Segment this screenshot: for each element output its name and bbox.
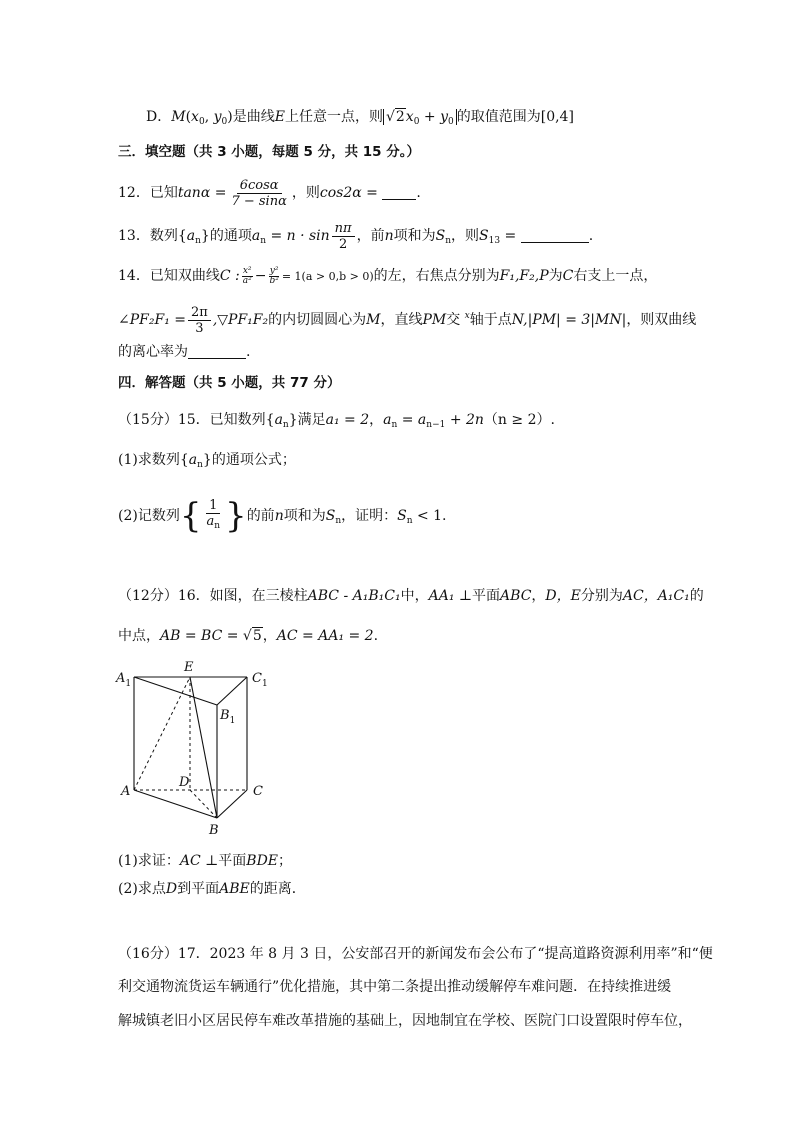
text: 的内切圆圆心为 <box>268 312 367 328</box>
text: 的 <box>689 588 704 604</box>
text: 的取值范围为 <box>456 109 541 125</box>
section-3-title: 三．填空题（共 3 小题，每题 5 分，共 15 分。） <box>118 144 421 160</box>
x-axis-var: x <box>464 311 470 321</box>
reciprocal-fraction: $\frac{1}{a_n}$ <box>206 498 221 531</box>
segments: AC，A₁C₁ <box>622 588 690 604</box>
angle-fraction <box>188 305 211 336</box>
x0-var: x <box>191 109 199 125</box>
subscript: n−1 <box>426 420 446 430</box>
text: 中点， <box>118 628 160 644</box>
text: 项和为 <box>283 508 326 524</box>
question-12 <box>118 177 421 209</box>
question-17-line2: 利交通物流货运车辆通行”优化措施，其中第二条提出推动缓解停车难问题．在持续推进缓 <box>118 979 672 995</box>
text: . <box>442 508 447 524</box>
text: 满足 <box>297 412 326 428</box>
text: ，则 <box>451 228 480 244</box>
text: 的离心率为 <box>118 344 188 360</box>
q15-prefix: （15分）15．已知数列 <box>118 412 266 428</box>
text: . <box>588 228 594 244</box>
fraction-denominator: 7 − sinα <box>231 193 287 209</box>
subscript: 0 <box>448 117 454 127</box>
y0-var: y <box>213 109 222 125</box>
text: 平面 <box>218 853 247 869</box>
recurrence: a <box>383 412 392 428</box>
label-c1: $C_1$ <box>252 671 268 689</box>
text: 右支上一点， <box>573 268 658 284</box>
segment-eb <box>190 677 217 818</box>
section-4-title: 四．解答题（共 5 小题，共 77 分） <box>118 375 341 391</box>
inequality: < 1 <box>416 508 443 524</box>
point-n: N, <box>511 312 528 328</box>
subscript: 13 <box>488 236 501 246</box>
q14-condition: = 1(a > 0,b > 0) <box>281 270 374 283</box>
text: 为 <box>548 268 563 284</box>
text: ， <box>369 412 384 428</box>
fraction-denominator: b² <box>269 275 279 286</box>
text: 分别为 <box>580 588 623 604</box>
text: 的距离． <box>249 881 306 897</box>
text: ，直线 <box>380 312 423 328</box>
x0-var: x <box>405 109 414 125</box>
answer-blank <box>521 230 589 243</box>
equation: AC = AA₁ = 2 <box>276 628 374 644</box>
subscript: 0 <box>413 117 420 127</box>
text: 平面 <box>472 588 501 604</box>
text: ，则 <box>291 185 320 201</box>
edge-a1b1 <box>134 677 217 705</box>
q13-prefix: 13．数列 <box>118 228 178 244</box>
text: (2)记数列 <box>118 508 180 524</box>
q12-lhs: tanα = <box>177 185 227 201</box>
text: 到平面 <box>177 881 220 897</box>
recurrence: + 2n <box>449 412 484 428</box>
var-n: n <box>384 228 394 244</box>
text: ， <box>262 628 277 644</box>
point-d: D <box>165 881 178 897</box>
question-14-line2 <box>118 300 696 336</box>
option-label: D． <box>146 109 172 125</box>
range-value: [0,4] <box>540 109 574 125</box>
text: ，证明： <box>341 508 398 524</box>
subscript: 0 <box>221 117 228 127</box>
q14-equation: |PM| = 3|MN| <box>527 312 627 328</box>
q12-fraction <box>228 178 289 209</box>
text: . <box>246 344 251 360</box>
prism-name: ABC - A₁B₁C₁ <box>307 588 401 604</box>
plane-abe: ABE <box>219 881 250 897</box>
q12-rhs: cos2α = <box>319 185 378 201</box>
subscript: n <box>445 236 452 246</box>
curve-e: E <box>274 109 285 125</box>
q16-prefix: （12分）16．如图，在三棱柱 <box>118 588 308 604</box>
text: 交 <box>446 312 461 328</box>
initial-term: a₁ = 2 <box>325 412 370 428</box>
plane-abc: ABC <box>500 588 532 604</box>
line-pm: PM <box>422 312 447 328</box>
text: (1)求数列 <box>118 452 180 468</box>
edge-b1c1 <box>217 677 247 705</box>
label-c: C <box>253 784 263 799</box>
q12-prefix: 12．已知 <box>118 185 178 201</box>
equation: AB = BC = <box>160 628 243 644</box>
subscript: n <box>195 236 201 246</box>
point-m: M <box>366 312 381 328</box>
fraction-numerator: x² <box>242 265 252 276</box>
recurrence: = a <box>401 412 427 428</box>
option-d: D．$M(x_0$, $y_0$)是曲线E上任意一点，则 $√2x_0 + y_0$ 的取值范围为[0,4] <box>146 109 574 127</box>
q13-fraction <box>332 221 355 252</box>
text: . <box>416 185 421 201</box>
plus: + <box>419 109 441 125</box>
points-de: D，E <box>545 588 581 604</box>
question-15-part2: (2)记数列{ $\frac{1}{a_n}$ }的前n项和为$S_n$，证明：$S_n < 1$. <box>118 496 447 536</box>
question-17-line3: 解城镇老旧小区居民停车难改革措施的基础上，因地制宜在学校、医院门口设置限时停车位， <box>118 1013 692 1029</box>
plane-bde: BDE <box>246 853 279 869</box>
question-13: 13．数列$\{a_n\}$的通项$a_n = n \cdot \sin$ $\frac{n\pi}{2}$ ，前n项和为$S_n$，则$S_{13}$ = . <box>118 220 594 252</box>
question-16-part2 <box>118 879 306 899</box>
subscript: n <box>260 236 266 246</box>
subscript: 0 <box>198 117 205 127</box>
text: ，前 <box>356 228 385 244</box>
answer-blank <box>382 187 416 200</box>
text: 中， <box>400 588 429 604</box>
question-16-line2: 中点，AB = BC = √5，AC = AA₁ = 2. <box>118 628 379 644</box>
fraction-numerator: nπ <box>332 221 355 237</box>
y-fraction <box>268 267 279 286</box>
text: (1)求证： <box>118 853 180 869</box>
segment-ae-hidden <box>134 677 190 790</box>
label-d: D <box>179 775 190 790</box>
var-s: S <box>435 228 446 244</box>
q13-formula: = n · sin <box>270 228 330 244</box>
perpendicular: AA₁ ⊥ <box>428 588 473 604</box>
point-m: M <box>171 109 186 125</box>
text: 上任意一点，则 <box>284 109 383 125</box>
question-16-part1 <box>118 851 292 871</box>
question-15-part1: (1)求数列$\{a_n\}$的通项公式； <box>118 452 296 470</box>
text: ， <box>531 588 546 604</box>
label-b: B <box>209 823 219 838</box>
text: 项和为 <box>393 228 436 244</box>
var-s: S <box>479 228 489 244</box>
sqrt-arg: 2 <box>395 109 405 125</box>
text: 的前 <box>246 508 275 524</box>
fraction-denominator: 2 <box>338 236 348 252</box>
foci: F₁,F₂, <box>499 268 540 284</box>
seq-a: a <box>186 228 196 244</box>
perpendicular: AC ⊥ <box>179 853 219 869</box>
text: 的左，右焦点分别为 <box>373 268 500 284</box>
fraction-numerator: 1 <box>206 498 220 514</box>
fraction-numerator: 2π <box>188 305 211 321</box>
triangle: ,▽PF₁F₂ <box>212 312 269 328</box>
edge-bc <box>217 790 247 818</box>
text: . <box>373 628 379 644</box>
label-e: E <box>184 660 194 675</box>
label-a: A <box>121 784 131 799</box>
label-b1: $B_1$ <box>220 708 236 726</box>
seq-a: a <box>251 228 261 244</box>
y0-var: y <box>440 109 448 125</box>
prism-figure <box>112 655 282 840</box>
text: 的通项公式； <box>211 452 296 468</box>
point-p: P <box>539 268 549 284</box>
curve-c: C : <box>219 268 240 284</box>
fraction-denominator: 3 <box>195 320 204 336</box>
text: ； <box>278 853 293 869</box>
question-14-line3 <box>118 342 250 362</box>
text: 轴于点 <box>469 312 512 328</box>
edge-ab <box>134 790 217 818</box>
sqrt-arg: 5 <box>252 628 262 644</box>
question-15: （15分）15．已知数列$\{a_n\}$满足a₁ = 2，$a_n = a_{n-1} + 2n(n \ge 2)$. <box>118 412 555 430</box>
angle-expression: ∠PF₂F₁ = <box>118 312 186 328</box>
text: ，则双曲线 <box>626 312 697 328</box>
text: (2)求点 <box>118 881 166 897</box>
label-a1: $A_1$ <box>116 671 132 689</box>
text: = <box>500 228 517 244</box>
fraction-numerator: 6cosα <box>237 178 282 194</box>
fraction-denominator: a² <box>242 275 252 286</box>
answer-blank <box>188 346 246 359</box>
x-fraction <box>242 267 253 286</box>
q14-prefix: 14．已知双曲线 <box>118 268 220 284</box>
question-17-line1: （16分）17．2023 年 8 月 3 日，公安部召开的新闻发布会公布了“提高道路资源利用率”和“便 <box>118 946 713 962</box>
text: 是曲线 <box>232 109 275 125</box>
question-16 <box>118 586 704 606</box>
abs-expression: $√2x_0 + y_0$ <box>383 109 457 125</box>
text: 的通项 <box>209 228 252 244</box>
fraction-numerator: y² <box>269 265 279 276</box>
q15-condition: （n ≥ 2）. <box>483 412 555 428</box>
question-14-line1: 14．已知双曲线C : $\frac{\text{x²}}{\text{a²}}$ − $\frac{\text{y²}}{\text{b²}}$ = 1(a > 0,b > 0)的左，右焦点分别为F₁,F₂,P为C右支上一点， <box>118 265 658 286</box>
